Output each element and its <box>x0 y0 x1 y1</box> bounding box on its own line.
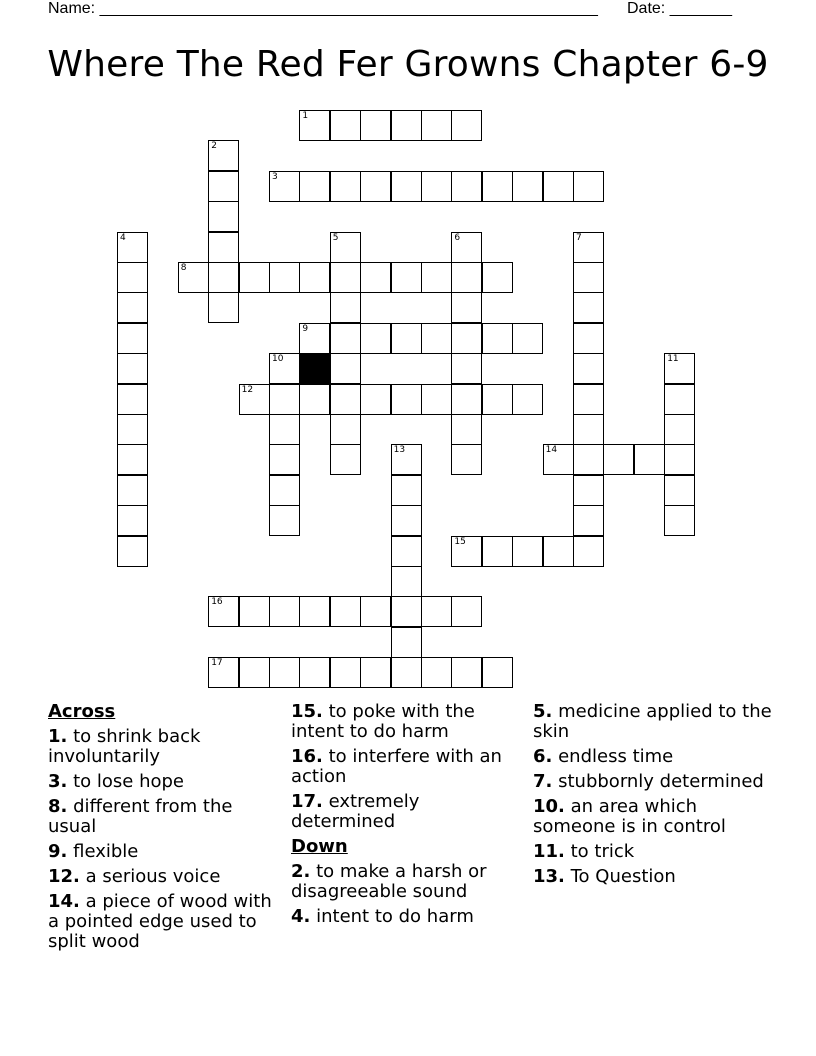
crossword-cell[interactable] <box>208 201 239 232</box>
crossword-cell[interactable] <box>573 505 604 536</box>
crossword-cell[interactable] <box>208 140 239 171</box>
date-line[interactable]: Date: _______ <box>627 0 732 17</box>
crossword-cell[interactable] <box>269 384 300 415</box>
crossword-cell[interactable] <box>573 444 604 475</box>
crossword-cell[interactable] <box>330 444 361 475</box>
crossword-cell[interactable] <box>451 414 482 445</box>
clue-down-11: 11. to trick <box>533 841 635 862</box>
crossword-cell[interactable] <box>421 262 452 293</box>
clue-across-8: 8. different from the usual <box>48 796 233 837</box>
crossword-cell[interactable] <box>330 292 361 323</box>
crossword-cell[interactable] <box>117 505 148 536</box>
crossword-cell[interactable] <box>391 262 422 293</box>
crossword-cell[interactable] <box>208 657 239 688</box>
crossword-cell[interactable] <box>573 536 604 567</box>
crossword-cell[interactable] <box>451 262 482 293</box>
crossword-cell[interactable] <box>421 110 452 141</box>
crossword-cell[interactable] <box>573 262 604 293</box>
clue-across-1: 1. to shrink back involuntarily <box>48 726 201 767</box>
crossword-cell[interactable] <box>330 414 361 445</box>
crossword-cell[interactable] <box>573 475 604 506</box>
crossword-cell[interactable] <box>208 232 239 263</box>
crossword-cell[interactable] <box>482 657 513 688</box>
clue-number-label: 8 <box>180 263 187 273</box>
crossword-cell[interactable] <box>391 110 422 141</box>
crossword-cell[interactable] <box>117 323 148 354</box>
crossword-cell[interactable] <box>178 262 209 293</box>
crossword-cell[interactable] <box>482 171 513 202</box>
crossword-cell[interactable] <box>512 384 543 415</box>
crossword-cell[interactable] <box>451 657 482 688</box>
clues-column-2 <box>291 702 523 932</box>
crossword-cell[interactable] <box>269 353 300 384</box>
crossword-cell[interactable] <box>573 323 604 354</box>
crossword-cell[interactable] <box>451 596 482 627</box>
crossword-cell[interactable] <box>391 171 422 202</box>
crossword-cell[interactable] <box>543 444 574 475</box>
crossword-cell[interactable] <box>664 384 695 415</box>
clue-down-6: 6. endless time <box>533 746 674 767</box>
clue-number-label: 2 <box>211 141 217 152</box>
crossword-cell[interactable] <box>330 262 361 293</box>
crossword-cell[interactable] <box>391 384 422 415</box>
down-heading: Down <box>291 836 348 857</box>
crossword-cell[interactable] <box>543 171 574 202</box>
crossword-cell[interactable] <box>360 262 391 293</box>
clue-number-label: 9 <box>302 323 309 334</box>
clue-across-9: 9. flexible <box>48 841 139 862</box>
crossword-cell[interactable] <box>299 110 330 141</box>
crossword-cell[interactable] <box>299 262 330 293</box>
crossword-cell[interactable] <box>269 262 300 293</box>
clue-number-label: 17 <box>211 658 223 669</box>
clue-down-5: 5. medicine applied to the skin <box>533 701 772 742</box>
crossword-cell[interactable] <box>391 596 422 627</box>
crossword-cell[interactable] <box>269 505 300 536</box>
crossword-cell[interactable] <box>451 536 482 567</box>
crossword-cell[interactable] <box>573 353 604 384</box>
crossword-cell[interactable] <box>330 384 361 415</box>
crossword-cell[interactable] <box>208 596 239 627</box>
crossword-cell[interactable] <box>117 232 148 263</box>
clue-across-16: 16. to interfere with an action <box>291 746 502 787</box>
crossword-cell[interactable] <box>482 536 513 567</box>
crossword-cell[interactable] <box>451 110 482 141</box>
crossword-cell[interactable] <box>512 171 543 202</box>
crossword-cell[interactable] <box>451 353 482 384</box>
clue-down-2: 2. to make a harsh or disagreeable sound <box>291 861 487 902</box>
clue-number-label: 12 <box>241 384 254 395</box>
crossword-cell[interactable] <box>299 384 330 415</box>
crossword-cell[interactable] <box>634 444 665 475</box>
crossword-cell[interactable] <box>603 444 634 475</box>
crossword-cell[interactable] <box>117 384 148 415</box>
crossword-cell[interactable] <box>360 171 391 202</box>
clue-number-label: 11 <box>667 354 679 365</box>
crossword-cell[interactable] <box>573 232 604 263</box>
crossword-cell[interactable] <box>543 536 574 567</box>
clues-column-1 <box>48 702 278 957</box>
crossword-cell[interactable] <box>299 323 330 354</box>
crossword-cell[interactable] <box>664 444 695 475</box>
crossword-cell[interactable] <box>664 414 695 445</box>
clue-across-15: 15. to poke with the intent to do harm <box>291 701 475 742</box>
clue-number-label: 15 <box>454 536 466 547</box>
clue-number-label: 7 <box>576 232 582 243</box>
crossword-cell[interactable] <box>573 414 604 445</box>
crossword-cell[interactable] <box>117 414 148 445</box>
crossword-cell[interactable] <box>451 384 482 415</box>
across-heading: Across <box>48 701 116 722</box>
crossword-cell[interactable] <box>573 171 604 202</box>
crossword-cell[interactable] <box>391 657 422 688</box>
clue-number-label: 4 <box>120 232 126 243</box>
crossword-cell[interactable] <box>421 596 452 627</box>
crossword-cell[interactable] <box>269 657 300 688</box>
crossword-cell[interactable] <box>360 110 391 141</box>
clue-across-17: 17. extremely determined <box>291 791 420 832</box>
crossword-cell[interactable] <box>391 566 422 597</box>
crossword-cell[interactable] <box>330 232 361 263</box>
crossword-cell[interactable] <box>117 353 148 384</box>
crossword-cell[interactable] <box>421 323 452 354</box>
crossword-cell[interactable] <box>117 444 148 475</box>
clues-column-3 <box>533 702 773 892</box>
crossword-cell[interactable] <box>330 657 361 688</box>
crossword-cell[interactable] <box>299 657 330 688</box>
crossword-cell[interactable] <box>451 232 482 263</box>
crossword-cell[interactable] <box>360 657 391 688</box>
crossword-cell[interactable] <box>391 505 422 536</box>
crossword-cell[interactable] <box>330 171 361 202</box>
clue-down-10: 10. an area which someone is in control <box>533 796 726 837</box>
clue-down-7: 7. stubbornly determined <box>533 771 764 792</box>
crossword-cell[interactable] <box>664 475 695 506</box>
crossword-cell[interactable] <box>269 444 300 475</box>
crossword-cell[interactable] <box>208 171 239 202</box>
clue-number-label: 13 <box>393 445 406 456</box>
crossword-cell[interactable] <box>269 414 300 445</box>
crossword-cell[interactable] <box>117 536 148 567</box>
crossword-cell[interactable] <box>239 262 270 293</box>
crossword-cell[interactable] <box>269 475 300 506</box>
crossword-cell[interactable] <box>421 171 452 202</box>
clue-number-label: 16 <box>211 597 223 608</box>
crossword-cell[interactable] <box>330 110 361 141</box>
crossword-cell[interactable] <box>573 384 604 415</box>
crossword-cell[interactable] <box>360 596 391 627</box>
clue-across-12: 12. a serious voice <box>48 866 221 887</box>
crossword-cell[interactable] <box>330 596 361 627</box>
crossword-cell[interactable] <box>664 353 695 384</box>
clue-number-label: 3 <box>272 171 278 182</box>
clue-down-4: 4. intent to do harm <box>291 906 474 927</box>
crossword-cell[interactable] <box>208 292 239 323</box>
crossword-cell[interactable] <box>482 323 513 354</box>
clue-number-label: 5 <box>332 232 339 243</box>
crossword-cell[interactable] <box>391 627 422 658</box>
crossword-cell[interactable] <box>664 505 695 536</box>
clue-number-label: 10 <box>272 354 284 365</box>
crossword-cell[interactable] <box>117 475 148 506</box>
crossword-cell[interactable] <box>512 323 543 354</box>
crossword-cell[interactable] <box>239 657 270 688</box>
crossword-cell[interactable] <box>299 171 330 202</box>
crossword-cell[interactable] <box>330 353 361 384</box>
crossword-cell[interactable] <box>208 262 239 293</box>
crossword-cell[interactable] <box>330 323 361 354</box>
crossword-cell[interactable] <box>512 536 543 567</box>
crossword-cell[interactable] <box>391 444 422 475</box>
black-square <box>299 353 330 384</box>
clue-across-3: 3. to lose hope <box>48 771 185 792</box>
crossword-cell[interactable] <box>117 292 148 323</box>
crossword-cell[interactable] <box>451 292 482 323</box>
crossword-cell[interactable] <box>239 384 270 415</box>
crossword-cell[interactable] <box>391 536 422 567</box>
crossword-cell[interactable] <box>451 171 482 202</box>
crossword-cell[interactable] <box>482 262 513 293</box>
crossword-cell[interactable] <box>573 292 604 323</box>
crossword-cell[interactable] <box>421 384 452 415</box>
crossword-cell[interactable] <box>239 596 270 627</box>
crossword-cell[interactable] <box>360 323 391 354</box>
clue-number-label: 1 <box>302 111 309 121</box>
crossword-cell[interactable] <box>451 323 482 354</box>
page-title: Where The Red Fer Growns Chapter 6-9 <box>47 44 769 85</box>
crossword-cell[interactable] <box>451 444 482 475</box>
crossword-cell[interactable] <box>391 475 422 506</box>
crossword-cell[interactable] <box>482 384 513 415</box>
crossword-cell[interactable] <box>391 323 422 354</box>
crossword-cell[interactable] <box>360 384 391 415</box>
crossword-cell[interactable] <box>421 657 452 688</box>
crossword-cell[interactable] <box>299 596 330 627</box>
crossword-cell[interactable] <box>269 596 300 627</box>
crossword-cell[interactable] <box>269 171 300 202</box>
clue-across-14: 14. a piece of wood with a pointed edge used to split wood <box>48 891 272 952</box>
name-line[interactable]: Name: ________________________________________________________ <box>48 0 598 17</box>
crossword-cell[interactable] <box>117 262 148 293</box>
clue-down-13: 13. To Question <box>533 866 676 887</box>
clue-number-label: 6 <box>454 232 461 243</box>
clue-number-label: 14 <box>545 445 558 456</box>
